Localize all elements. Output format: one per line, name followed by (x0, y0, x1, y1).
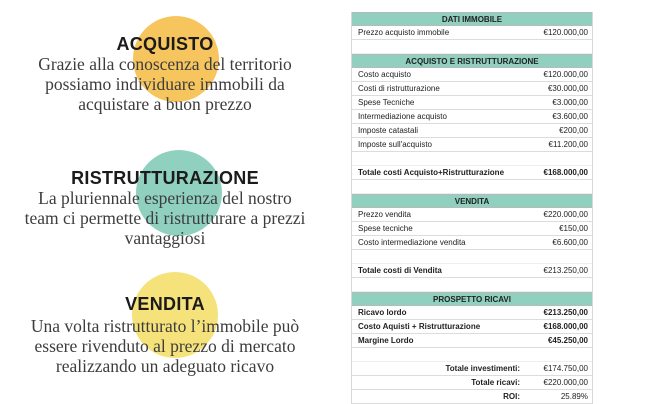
spacer-row (352, 348, 592, 362)
row-value: €213.250,00 (543, 308, 588, 317)
summary-row (352, 362, 592, 376)
spacer-row (352, 250, 592, 264)
row-label: Intermediazione acquisto (358, 112, 447, 121)
row-value: €6.600,00 (552, 238, 588, 247)
vendita-total-row (352, 264, 592, 278)
row-value: €3.600,00 (552, 112, 588, 121)
row-label: Prezzo vendita (358, 210, 411, 219)
vendita-line: essere rivenduto al prezzo di mercato (34, 336, 296, 356)
vendita-line: Una volta ristrutturato l’immobile può (30, 316, 300, 336)
table-row (352, 96, 592, 110)
summary-value: 25.89% (560, 392, 588, 401)
table-row (352, 306, 592, 320)
vendita-title: VENDITA (125, 294, 205, 314)
acquisto-line: Grazie alla conoscenza del territorio (38, 54, 292, 74)
row-value: €120.000,00 (543, 28, 588, 37)
row-value: €168.000,00 (543, 322, 588, 331)
row-label: Margine Lordo (358, 336, 414, 345)
vendita-text (0, 316, 330, 376)
summary-row (352, 376, 592, 390)
summary-label: ROI: (503, 392, 520, 401)
row-label: Prezzo acquisto immobile (358, 28, 450, 37)
row-value: €30.000,00 (547, 84, 588, 93)
row-value: €11.200,00 (548, 140, 588, 149)
acquisto-text (0, 54, 330, 114)
row-label: Totale costi di Vendita (358, 266, 442, 275)
row-value: €220.000,00 (543, 210, 588, 219)
row-value: €45.250,00 (547, 336, 588, 345)
row-value: €213.250,00 (543, 266, 588, 275)
spacer-row (352, 278, 592, 292)
row-value: €3.000,00 (552, 98, 588, 107)
table-row (352, 320, 592, 334)
dati-immobile-header: DATI IMMOBILE (352, 12, 592, 26)
row-label: Costi di ristrutturazione (358, 84, 440, 93)
row-label: Totale costi Acquisto+Ristrutturazione (358, 168, 505, 177)
summary-value: €174.750,00 (543, 364, 588, 373)
ristrutturazione-text (0, 188, 330, 248)
vendita-header: VENDITA (352, 194, 592, 208)
table-row (352, 68, 592, 82)
acquisto-line: possiamo individuare immobili da (45, 74, 285, 94)
row-label: Imposte sull'acquisto (358, 140, 433, 149)
row-value: €168.000,00 (543, 168, 588, 177)
ristrutturazione-line: team ci permette di ristrutturare a prezzi (24, 208, 306, 228)
summary-label: Totale ricavi: (471, 378, 520, 387)
spacer-row (352, 180, 592, 194)
table-row (352, 222, 592, 236)
acquisto-line: acquistare a buon prezzo (78, 94, 252, 114)
table-row (352, 208, 592, 222)
row-label: Spese tecniche (358, 224, 413, 233)
row-label: Spese Tecniche (358, 98, 415, 107)
cost-spreadsheet (351, 12, 593, 404)
table-row (352, 82, 592, 96)
summary-label: Totale investimenti: (445, 364, 520, 373)
row-value: €120.000,00 (543, 70, 588, 79)
table-row (352, 110, 592, 124)
acquisto-title: ACQUISTO (116, 34, 214, 54)
row-label: Costo intermediazione vendita (358, 238, 466, 247)
summary-row (352, 390, 592, 404)
row-label: Costo Aquisti + Ristrutturazione (358, 322, 481, 331)
table-row (352, 334, 592, 348)
ristrutturazione-line: La pluriennale esperienza del nostro (38, 188, 292, 208)
vendita-line: realizzando un adeguato ricavo (55, 356, 275, 376)
acquisto-total-row (352, 166, 592, 180)
table-row (352, 124, 592, 138)
ristrutturazione-title: RISTRUTTURAZIONE (71, 168, 259, 188)
table-row (352, 26, 592, 40)
table-row (352, 138, 592, 152)
acquisto-header: ACQUISTO E RISTRUTTURAZIONE (352, 54, 592, 68)
row-label: Costo acquisto (358, 70, 411, 79)
spacer-row (352, 40, 592, 54)
table-row (352, 236, 592, 250)
ricavi-header: PROSPETTO RICAVI (352, 292, 592, 306)
row-value: €200,00 (559, 126, 588, 135)
row-value: €150,00 (559, 224, 588, 233)
ristrutturazione-line: vantaggiosi (124, 228, 206, 248)
spacer-row (352, 152, 592, 166)
summary-value: €220.000,00 (543, 378, 588, 387)
row-label: Imposte catastali (358, 126, 419, 135)
row-label: Ricavo lordo (358, 308, 407, 317)
